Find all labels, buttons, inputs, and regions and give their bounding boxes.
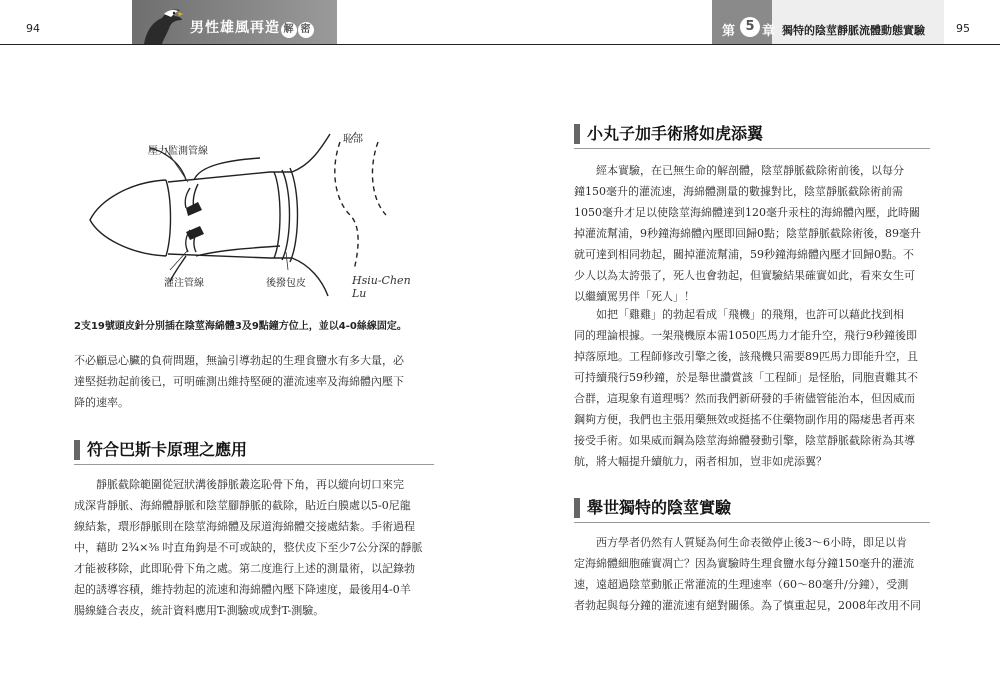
text-line: 經本實驗，在已無生命的解剖體，陰莖靜脈截除術前後，以每分 — [596, 164, 904, 177]
book-title-text: 男性雄風再造 — [190, 20, 280, 36]
heading-text: 舉世獨特的陰莖實驗 — [587, 498, 732, 517]
right-page-number: 95 — [956, 22, 970, 35]
heading-bar — [574, 498, 580, 518]
anatomy-figure — [60, 120, 420, 300]
right-paragraph-2 — [574, 304, 930, 472]
text-line: 定海綿體細胞確實凋亡？因為實驗時生理食鹽水每分鐘150毫升的灌流 — [574, 557, 914, 570]
text-line: 鐘150毫升的灌流速，海綿體測量的數據對比，陰莖靜脈截除術前需 — [574, 185, 903, 198]
text-line: 成深背靜脈、海綿體靜脈和陰莖腳靜脈的截除，貼近白膜處以5-0尼龍 — [74, 499, 411, 512]
eagle-logo-icon — [140, 4, 184, 44]
text-line: 者勃起與每分鐘的灌流速有絕對關係。為了慎重起見，2008年改用不同 — [574, 599, 921, 612]
title-badge-1: 解 — [281, 22, 297, 38]
chapter-number: 5 — [740, 17, 760, 37]
section-heading-surgery — [574, 124, 930, 144]
chapter-title: 獨特的陰莖靜脈流體動態實驗 — [782, 24, 925, 37]
pubis-label: 恥部 — [343, 134, 363, 145]
heading-rule — [574, 148, 930, 149]
text-line: 掉灌流幫浦，9秒鐘海綿體內壓即回歸0點；陰莖靜脈截除術後，89毫升 — [574, 227, 921, 240]
heading-bar — [574, 124, 580, 144]
heading-rule — [74, 464, 434, 465]
text-line: 鋼夠方便，我們也主張用藥無效或挺搖不住藥物副作用的陽痿患者再來 — [574, 413, 915, 426]
chapter-suffix: 章 — [762, 24, 776, 39]
right-paragraph-1 — [574, 160, 930, 307]
heading-bar — [74, 440, 80, 460]
text-line: 中，藉助 2¾×⅜ 吋直角鉤是不可或缺的，整伏皮下至少7公分深的靜脈 — [74, 541, 423, 554]
text-line: 降的速率。 — [74, 396, 129, 409]
text-line: 同的理論根據。一架飛機原本需1050匹馬力才能升空，飛行9秒鐘後即 — [574, 329, 917, 342]
heading-text: 符合巴斯卡原理之應用 — [87, 440, 248, 459]
header-rule — [0, 44, 1000, 45]
text-line: 少人以為太誇張了，死人也會勃起，但實驗結果確實如此，看來女生可 — [574, 269, 915, 282]
left-page-number: 94 — [26, 22, 40, 35]
text-line: 合群，這現象有道理嗎？然而我們新研發的手術儘管能治本，但因威而 — [574, 392, 915, 405]
text-line: 接受手術。如果威而鋼為陰莖海綿體發動引擎，陰莖靜脈截除術為其導 — [574, 434, 915, 447]
figure-caption: 2支19號頭皮針分別插在陰莖海綿體3及9點鐘方位上，並以4-0絲線固定。 — [74, 321, 407, 332]
illustrator-signature: Hsiu-Chen Lu — [352, 274, 411, 300]
text-line: 可持續飛行59秒鐘，於是舉世讚賞該「工程師」是怪胎，同胞責難其不 — [574, 371, 918, 384]
foreskin-label: 後撥包皮 — [266, 278, 306, 289]
text-line: 達堅挺勃起前後已，可明確測出維持堅硬的灌流速率及海綿體內壓下 — [74, 375, 404, 388]
text-line: 就可達到相同勃起，關掉灌流幫浦，59秒鐘海綿體內壓才回歸0點。不 — [574, 248, 914, 261]
heading-text: 小丸子加手術將如虎添翼 — [587, 124, 764, 143]
title-badge-2: 密 — [298, 22, 314, 38]
left-paragraph-2 — [74, 474, 434, 621]
text-line: 腸線縫合表皮，統計資料應用T-測驗或成對T-測驗。 — [74, 604, 325, 617]
text-line: 靜脈截除範圍從冠狀溝後靜脈叢迄恥骨下角，再以縱向切口來完 — [96, 478, 404, 491]
text-line: 以繼續罵男伴「死人」！ — [574, 290, 695, 303]
chapter-prefix: 第 — [722, 24, 736, 39]
heading-rule — [574, 522, 930, 523]
text-line: 掉落原地。工程師修改引擎之後，該飛機只需要89匹馬力即能升空，且 — [574, 350, 918, 363]
left-paragraph-1 — [74, 350, 434, 413]
text-line: 速，遠超過陰莖動脈正常灌流的生理速率（60～80毫升/分鐘），受測 — [574, 578, 909, 591]
book-title — [190, 17, 314, 38]
text-line: 如把「雞雞」的勃起看成「飛機」的飛翔，也許可以藉此找到相 — [596, 308, 904, 321]
text-line: 才能被移除，此即恥骨下角之處。第二度進行上述的測量術，以記錄勃 — [74, 562, 415, 575]
section-heading-experiment — [574, 498, 930, 518]
text-line: 1050毫升才足以使陰莖海綿體達到120毫升汞柱的海綿體內壓，此時關 — [574, 206, 920, 219]
text-line: 西方學者仍然有人質疑為何生命表徵停止後3～6小時，即足以肯 — [596, 536, 907, 549]
section-heading-pascal — [74, 440, 434, 460]
pressure-tube-label: 壓力監測管線 — [148, 146, 208, 157]
penis-perfusion-illustration — [60, 120, 420, 300]
text-line: 不必顧忌心臟的負荷問題，無論引導勃起的生理食鹽水有多大量，必 — [74, 354, 404, 367]
text-line: 航，將大幅提升續航力，兩者相加，豈非如虎添翼？ — [574, 455, 827, 468]
text-line: 起的誘導容積，維持勃起的流速和海綿體內壓下降速度，最後用4-0羊 — [74, 583, 411, 596]
infusion-tube-label: 灌注管線 — [164, 278, 204, 289]
right-paragraph-3 — [574, 532, 930, 616]
text-line: 線結紮，環形靜脈則在陰莖海綿體及尿道海綿體交接處結紮。手術過程 — [74, 520, 415, 533]
page-header — [0, 0, 1000, 45]
